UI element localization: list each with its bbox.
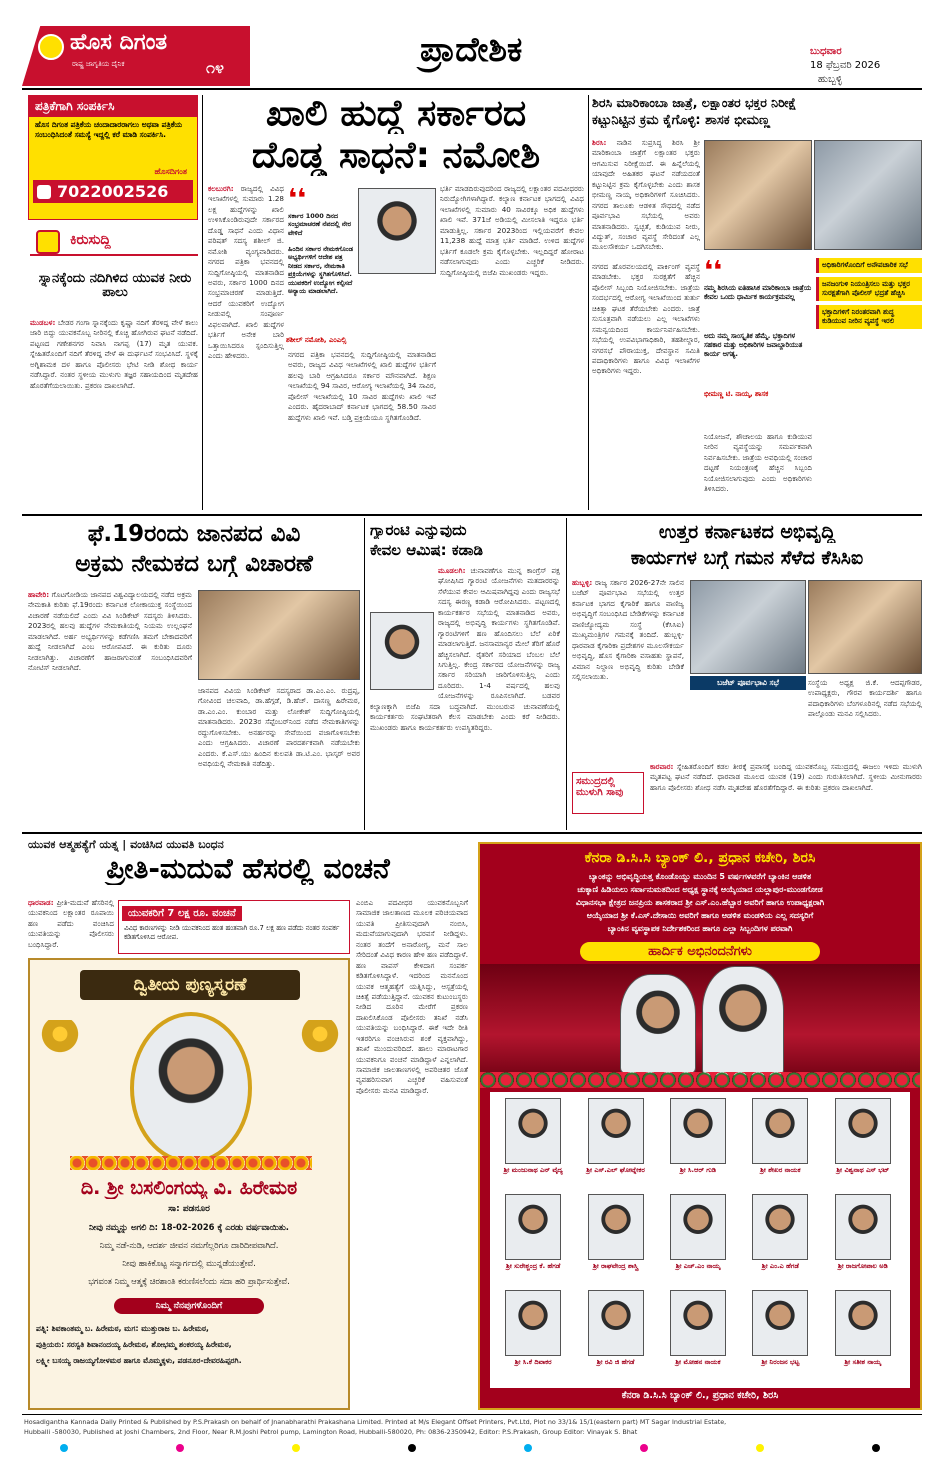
bank-ad-hero-band (480, 964, 920, 1082)
bank-ad-text-1: ಬ್ಯಾಂಕನ್ನು ಅಭಿವೃದ್ಧಿಯತ್ತ ಕೊಂಡೊಯ್ದು ಮುಂದಿನ 5 ವರ್ಷಗಳವರೆಗೆ ಬ್ಯಾಂಕಿನ ಆಡಳಿತ (588, 872, 812, 881)
cmyk-dot-icon (872, 1444, 880, 1452)
brief-tag (30, 228, 198, 256)
bank-member-photo (505, 1098, 561, 1164)
thumbs-icon (36, 230, 60, 254)
crime-body-1: ಪ್ರೀತಿ-ಮದುವೆ ಹೆಸರಿನಲ್ಲಿ ಯುವಕನಿಂದ ಲಕ್ಷಾಂತರ ರೂಪಾಯಿ ಹಣ ಪಡೆದು ವಂಚಿಸಿದ ಯುವತಿಯನ್ನು ಪೊಲೀಸರು ಬಂಧಿಸಿದ್ದಾರೆ. (28, 898, 114, 949)
mid-center-headline-2: ಕೇವಲ ಆಮಿಷ: ಕಡಾಡಿ (370, 542, 483, 559)
bullet-item (816, 258, 922, 273)
obituary-family-2: ಪುತ್ರಿಯರು: ಸರಸ್ವತಿ ಶಿವಾನಂದಯ್ಯ ಹಿರೇಮಠ, ಶೋಭಮ್ಮ ಶಂಕರಯ್ಯ ಹಿರೇಮಠ, (36, 1340, 232, 1349)
masthead (0, 0, 945, 92)
cmyk-dot-icon (292, 1444, 300, 1452)
brief-dateline: ಮುಡಬಳ: (30, 318, 56, 327)
quote-mark-icon-2: ❛❛ (704, 256, 723, 286)
mid-right-sub-headline: ಸಮುದ್ರದಲ್ಲಿ ಮುಳುಗಿ ಸಾವು (576, 776, 624, 798)
cmyk-dot-icon (60, 1444, 68, 1452)
right-top-quote-body: ಅದು ನಮ್ಮ ಸಾಂಸ್ಕೃತಿಕ ಹೆಮ್ಮೆ. ಭಕ್ತಾದಿಗಳ ಸಹಕಾರ ಮತ್ತು ಅಧಿಕಾರಿಗಳ ಜವಾಬ್ದಾರಿಯುತ ಕಾರ್ಯ ಅಗತ್ಯ. (704, 332, 803, 358)
lead-headline-2: ದೊಡ್ಡ ಸಾಧನೆ: ನಮೋಶಿ (251, 136, 541, 176)
bank-ad-text-3: ವಿಧಾನಸಭಾ ಕ್ಷೇತ್ರದ ಜನಪ್ರಿಯ ಶಾಸಕರಾದ ಶ್ರೀ ಎಸ್.ಎಂ.ಹೆಬ್ಬಾರ ಅವರಿಗೆ ಹಾಗೂ ಉಪಾಧ್ಯಕ್ಷರಾಗಿ (575, 898, 825, 907)
obituary-title: ದ್ವಿತೀಯ ಪುಣ್ಯಸ್ಮರಣೆ (80, 970, 300, 1000)
bank-member-card (824, 1098, 902, 1190)
mid-right-sub-headline-box (572, 772, 644, 814)
right-top-body-3: ನಿಯೋಜನೆ, ಶೌಚಾಲಯ ಹಾಗೂ ಕುಡಿಯುವ ನೀರಿನ ವ್ಯವಸ್ಥೆಯನ್ನು ಸಮರ್ಪಕವಾಗಿ ನಿರ್ವಹಿಸಬೇಕು. ಜಾತ್ರೆಯ ಅವಧಿಯಲ್ಲಿ ಸಂಚಾರ ದಟ್ಟಣೆ ನಿಯಂತ್ರಣಕ್ಕೆ ಹೆಚ್ಚಿನ ಸಿಬ್ಬಂದಿ ನಿಯೋಜಿಸಲಾಗುವುದು ಎಂದು ಅಧಿಕಾರಿಗಳು ತಿಳಿಸಿದರು. (704, 432, 812, 494)
cmyk-dot-icon (756, 1444, 764, 1452)
bank-member-photo (588, 1098, 644, 1164)
mid-right-sub-body: ಸ್ನೇಹಿತರೊಂದಿಗೆ ಕಡಲ ತೀರಕ್ಕೆ ಪ್ರವಾಸಕ್ಕೆ ಬಂದಿದ್ದ ಯುವಕನೊಬ್ಬ ಸಮುದ್ರದಲ್ಲಿ ಈಜಲು ಇಳಿದು ಮುಳುಗಿ ಮೃತಪಟ್ಟ ಘಟನೆ ನಡೆದಿದೆ. ಧಾರವಾಡ ಮೂಲದ ಯುವಕ (19) ಎಂದು ಗುರುತಿಸಲಾಗಿದೆ. ಸ್ಥಳೀಯ ಮೀನುಗಾರರು ಹಾಗೂ ಪೊಲೀಸರು ಶೋಧ ನಡೆಸಿ ಮೃತದೇಹ ಹೊರತೆಗೆದಿದ್ದಾರೆ. ಈ ಕುರಿತು ಪ್ರಕರಣ ದಾಖಲಾಗಿದೆ. (650, 762, 922, 792)
right-top-headline-2: ಕಟ್ಟುನಿಟ್ಟಿನ ಕ್ರಮ ಕೈಗೊಳ್ಳಿ: ಶಾಸಕ ಭೀಮಣ್ಣ (592, 114, 771, 128)
contact-phone-row[interactable] (33, 180, 193, 203)
obituary-family-3: ಲಕ್ಷ್ಮೀ ಬಸಯ್ಯ ರಾಜಯ್ಯಗೋಳಮಠ ಹಾಗೂ ಮೊಮ್ಮಕ್ಕಳು, ಪಡನೂರ-ದೇವರಹಿಪ್ಪರಗಿ. (36, 1356, 242, 1365)
bank-member-card (659, 1194, 737, 1286)
lead-col-2 (288, 350, 436, 505)
right-top-body-1: ನಾಡಿನ ಸುಪ್ರಸಿದ್ಧ ಶಿರಸಿ ಶ್ರೀ ಮಾರಿಕಾಂಬಾ ಜಾತ್ರೆಗೆ ಲಕ್ಷಾಂತರ ಭಕ್ತರು ಆಗಮಿಸುವ ನಿರೀಕ್ಷೆಯಿದೆ. ಈ ಹಿನ್ನೆಲೆಯಲ್ಲಿ ಯಾವುದೇ ಅಹಿತಕರ ಘಟನೆ ನಡೆಯದಂತೆ ಕಟ್ಟುನಿಟ್ಟಿನ ಕ್ರಮ ಕೈಗೊಳ್ಳಬೇಕು ಎಂದು ಶಾಸಕ ಭೀಮಣ್ಣ ನಾಯ್ಕ ಅಧಿಕಾರಿಗಳಿಗೆ ಸೂಚಿಸಿದರು. ನಗರದ ತಾಲೂಕು ಆಡಳಿತ ಸೌಧದಲ್ಲಿ ನಡೆದ ಪೂರ್ವಭಾವಿ ಸಭೆಯಲ್ಲಿ ಅವರು ಮಾತನಾಡಿದರು. ಸ್ವಚ್ಛತೆ, ಕುಡಿಯುವ ನೀರು, ವಿದ್ಯುತ್, ಸಂಚಾರ ವ್ಯವಸ್ಥೆ ಸೇರಿದಂತೆ ಎಲ್ಲ ಮೂಲಸೌಕರ್ಯ ಒದಗಿಸಬೇಕು. (592, 138, 700, 252)
bank-member-photo (835, 1290, 891, 1356)
bank-member-name: ಶ್ರೀ ಮೋಹನ ನಾಯಕ (675, 1358, 721, 1366)
contact-ad-title: ಪತ್ರಿಕೆಗಾಗಿ ಸಂಪರ್ಕಿಸಿ (29, 96, 197, 117)
mid-right-body-1: ರಾಜ್ಯ ಸರ್ಕಾರ 2026-27ನೇ ಸಾಲಿನ ಬಜೆಟ್ ಪೂರ್ವಭಾವಿ ಸಭೆಯಲ್ಲಿ ಉತ್ತರ ಕರ್ನಾಟಕ ಭಾಗದ ಕೈಗಾರಿಕೆ ಹಾಗೂ ವಾಣಿಜ್ಯ ಅಭಿವೃದ್ಧಿಗೆ ಸಂಬಂಧಿಸಿದ ಬೇಡಿಕೆಗಳನ್ನು ಕರ್ನಾಟಕ ವಾಣಿಜ್ಯೋದ್ಯಮ ಸಂಸ್ಥೆ (ಕೆಸಿಸಿಐ) ಮುಖ್ಯಮಂತ್ರಿಗಳ ಗಮನಕ್ಕೆ ತಂದಿದೆ. ಹುಬ್ಬಳ್ಳಿ-ಧಾರವಾಡ ಕೈಗಾರಿಕಾ ಪ್ರದೇಶಗಳ ಮೂಲಸೌಕರ್ಯ ಅಭಿವೃದ್ಧಿ, ಹೊಸ ಕೈಗಾರಿಕಾ ವಸಾಹತು ಸ್ಥಾಪನೆ, ವಿಮಾನ ನಿಲ್ದಾಣ ಅಭಿವೃದ್ಧಿ ಕುರಿತು ಬೇಡಿಕೆ ಸಲ್ಲಿಸಲಾಯಿತು. (572, 578, 684, 681)
mid-right-photo-1 (690, 580, 806, 674)
bank-member-name: ಶ್ರೀ ಸಿ.ಕೆ ದಿವಾಕರ (514, 1358, 552, 1366)
bank-member-photo (505, 1194, 561, 1260)
crime-highlight-box (118, 900, 350, 954)
bank-member-name: ಶ್ರೀ ಸುರೇಶ್ಚಂದ್ರ ಕೆ. ಹೆಗಡೆ (506, 1262, 561, 1270)
mid-center-float (370, 566, 438, 692)
crime-col-1 (28, 898, 114, 954)
row-divider-2 (22, 832, 922, 834)
obituary-family-1: ಪತ್ನಿ: ಶಿವಕಾಂತಮ್ಮ ಬ. ಹಿರೇಮಠ, ಮಗ: ಮುತ್ತುರಾಜ ಬ. ಹಿರೇಮಠ, (36, 1324, 209, 1333)
lead-quote-author: ಶಶೀಲ್ ನಮೋಶಿ, ಎಂಎಲ್ಸಿ (286, 336, 347, 344)
bank-ad-footer: ಕೆನರಾ ಡಿ.ಸಿ.ಸಿ ಬ್ಯಾಂಕ್ ಲಿ., ಪ್ರಧಾನ ಕಚೇರಿ, ಶಿರಸಿ (621, 1390, 779, 1401)
bank-member-name: ಶ್ರೀ ಸತೀಶ ನಾಯ್ಕ (844, 1358, 882, 1366)
bank-member-photo (752, 1290, 808, 1356)
mid-right-photo-caption: ಬಜೆಟ್ ಪೂರ್ವಭಾವಿ ಸಭೆ (690, 676, 806, 690)
col-divider-3 (364, 518, 365, 830)
mid-right-col-1 (572, 578, 684, 758)
mid-right-headline-2: ಕಾರ್ಯಗಳ ಬಗ್ಗೆ ಗಮನ ಸೆಳೆದ ಕೆಸಿಸಿಐ (630, 548, 864, 569)
bank-member-photo (835, 1194, 891, 1260)
right-top-quote-box (704, 258, 812, 428)
obituary (28, 958, 350, 1410)
mid-right-body-2: ಸಂಸ್ಥೆಯ ಅಧ್ಯಕ್ಷ ಜಿ.ಕೆ. ಆದಪ್ಪಗೌಡರ, ಉಪಾಧ್ಯಕ್ಷರು, ಗೌರವ ಕಾರ್ಯದರ್ಶಿ ಹಾಗೂ ಪದಾಧಿಕಾರಿಗಳು ಬೆಂಗಳೂರಿನಲ್ಲಿ ನಡೆದ ಸಭೆಯಲ್ಲಿ ಪಾಲ್ಗೊಂಡು ಮನವಿ ಸಲ್ಲಿಸಿದರು. (808, 678, 922, 719)
bullet-item (816, 305, 922, 329)
mid-right-photo-2 (808, 580, 922, 674)
contact-ad-signature: ಹೊಸದಿಗಂತ (154, 167, 187, 176)
bank-member-card (659, 1290, 737, 1382)
col-divider-4 (566, 518, 567, 830)
mid-left-dateline: ಹಾವೇರಿ: (28, 590, 50, 599)
lead-quote-label: ಸರ್ಕಾರ 1000 ದಿನದ ಸಂಭ್ರಮಾಚರಣೆ ನೆಪದಲ್ಲಿ ನೇರ ವೇಳಿದೆ (288, 212, 352, 237)
bank-member-name: ಶ್ರೀ ಮಂಜುನಾಥ ಎನ್ ವೈದ್ಯ (503, 1166, 563, 1174)
brief-text: ಬೇಡರ ಗಂಗಾ ಸ್ನಾನಕ್ಕೆಂದು ಕೃಷ್ಣಾ ನದಿಗೆ ತೆರಳಿದ್ದ ವೇಳೆ ಕಾಲು ಜಾರಿ ಬಿದ್ದು ಯುವಕನೊಬ್ಬ ನೀರಿನಲ್ಲಿ ಕೊಚ್ಚಿ ಹೋಗಿರುವ ಘಟನೆ ನಡೆದಿದೆ. ಪಟ್ಟಣದ ಗಣೇಶನಗರ ನಿವಾಸಿ ನಾಗಪ್ಪ (17) ಮೃತ ಯುವಕ. ಸ್ನೇಹಿತರೊಂದಿಗೆ ನದಿಗೆ ತೆರಳಿದ್ದ ವೇಳೆ ಈ ದುರ್ಘಟನೆ ಸಂಭವಿಸಿದೆ. ಸ್ಥಳಕ್ಕೆ ಅಗ್ನಿಶಾಮಕ ದಳ ಹಾಗೂ ಪೊಲೀಸರು ಭೇಟಿ ನೀಡಿ ಶೋಧ ಕಾರ್ಯ ನಡೆಸಿದ್ದಾರೆ. ನಂತರ ಸ್ಥಳೀಯ ಮುಳುಗು ತಜ್ಞರ ಸಹಾಯದಿಂದ ಮೃತದೇಹ ಹೊರತೆಗೆಯಲಾಯಿತು. ಪ್ರಕರಣ ದಾಖಲಾಗಿದೆ. (30, 318, 198, 390)
brief-tag-label: ಕಿರುಸುದ್ದಿ (70, 232, 111, 248)
quote-mark-icon: ❛❛ (288, 184, 307, 214)
bank-member-photo (670, 1098, 726, 1164)
mid-left-photo (198, 590, 360, 680)
contact-ad-body: ಹೊಸ ದಿಗಂತ ಪತ್ರಿಕೆಯ ಚಂದಾದಾರರಾಗಲು ಅಥವಾ ಪತ್ರಿಕೆಯ ಸಂಬಂಧಿಸಿದಂತೆ ಸಮಸ್ಯೆ ಇದ್ದಲ್ಲಿ ಕರೆ ಮಾಡಿ ಸಂಪರ್ಕಿಸಿ. (35, 120, 183, 140)
bank-member-photo (670, 1290, 726, 1356)
lead-col-1 (208, 184, 284, 504)
bank-member-name: ಶ್ರೀ ನಿರಂಜನ ಭಟ್ಟ (761, 1358, 800, 1366)
mid-center-body (370, 566, 560, 822)
flower-garland-icon (70, 1156, 312, 1170)
right-top-col-3 (704, 432, 812, 507)
brief-headline: ಸ್ನಾನಕ್ಕೆಂದು ನದಿಗಿಳಿದ ಯುವಕ ನೀರು ಪಾಲು (38, 272, 192, 301)
imprint-rule (22, 1414, 922, 1415)
mid-right-headline-1: ಉತ್ತರ ಕರ್ನಾಟಕದ ಅಭಿವೃದ್ಧಿ (658, 522, 836, 543)
right-top-dateline: ಶಿರಸಿ: (592, 138, 607, 147)
lead-quote-box (288, 186, 354, 336)
contact-phone[interactable]: 7022002526 (57, 182, 169, 201)
right-top-quote-author: ಭೀಮಣ್ಣ ಟಿ. ನಾಯ್ಕ, ಶಾಸಕ (704, 390, 769, 398)
bank-member-card (576, 1194, 654, 1286)
right-top-photo-1 (704, 140, 812, 250)
crime-body-2: ಎಂಬಿಎ ಪದವೀಧರ ಯುವಕನೊಬ್ಬನಿಗೆ ಸಾಮಾಜಿಕ ಜಾಲತಾಣದ ಮೂಲಕ ಪರಿಚಯವಾದ ಯುವತಿ ಪ್ರೀತಿಸುವುದಾಗಿ ನಂಬಿಸಿ, ಮದುವೆಯಾಗುವುದಾಗಿ ಭರವಸೆ ನೀಡಿದ್ದಳು. ನಂತರ ತಂದೆಗೆ ಅನಾರೋಗ್ಯ, ಮನೆ ಸಾಲ ಸೇರಿದಂತೆ ವಿವಿಧ ಕಾರಣ ಹೇಳಿ ಹಣ ಪಡೆದಿದ್ದಾಳೆ. ಹಣ ವಾಪಸ್ ಕೇಳಿದಾಗ ಸಂಪರ್ಕ ಕಡಿತಗೊಳಿಸಿದ್ದಾಳೆ. ಇದರಿಂದ ಮನನೊಂದ ಯುವಕ ಆತ್ಮಹತ್ಯೆಗೆ ಯತ್ನಿಸಿದ್ದು, ಆಸ್ಪತ್ರೆಯಲ್ಲಿ ಚಿಕಿತ್ಸೆ ಪಡೆಯುತ್ತಿದ್ದಾನೆ. ಯುವಕನ ಕುಟುಂಬಸ್ಥರು ನೀಡಿದ ದೂರಿನ ಮೇರೆಗೆ ಪ್ರಕರಣ ದಾಖಲಿಸಿಕೊಂಡ ಪೊಲೀಸರು ತನಿಖೆ ನಡೆಸಿ ಯುವತಿಯನ್ನು ಬಂಧಿಸಿದ್ದಾರೆ. ಈಕೆ ಇದೇ ರೀತಿ ಇತರರಿಗೂ ವಂಚಿಸಿರುವ ಶಂಕೆ ವ್ಯಕ್ತವಾಗಿದ್ದು, ತನಿಖೆ ಮುಂದುವರಿದಿದೆ. ಹಾಲು ಮಾರಾಟಗಾರ ಯುವಕನಿಗೂ ವಂಚನೆ ಮಾಡಿದ್ದಾಳೆ ಎನ್ನಲಾಗಿದೆ. ಸಾಮಾಜಿಕ ಜಾಲತಾಣಗಳಲ್ಲಿ ಅಪರಿಚಿತರ ಜೊತೆ ವ್ಯವಹರಿಸುವಾಗ ಎಚ್ಚರಿಕೆ ವಹಿಸುವಂತೆ ಪೊಲೀಸರು ಮನವಿ ಮಾಡಿದ್ದಾರೆ. (356, 898, 468, 1095)
bank-ad-title: ಕೆನರಾ ಡಿ.ಸಿ.ಸಿ ಬ್ಯಾಂಕ್ ಲಿ., ಪ್ರಧಾನ ಕಚೇರಿ, ಶಿರಸಿ (584, 850, 816, 866)
mid-left-headline-2: ಅಕ್ರಮ ನೇಮಕದ ಬಗ್ಗೆ ವಿಚಾರಣೆ (75, 552, 313, 577)
mid-right-sub-body-wrap (650, 762, 922, 828)
bank-member-card (494, 1290, 572, 1382)
bank-member-name: ಶ್ರೀ ವಿಶ್ವನಾಥ ಎಸ್ ಭಟ್ (836, 1166, 890, 1174)
bank-member-card (741, 1098, 819, 1190)
lead-headline-1: ಖಾಲಿ ಹುದ್ದೆ ಸರ್ಕಾರದ (265, 94, 527, 134)
section-title: ಪ್ರಾದೇಶಿಕ (420, 30, 523, 70)
bank-member-photo (588, 1194, 644, 1260)
mid-right-col-2 (808, 678, 922, 758)
bank-member-photo (505, 1290, 561, 1356)
mid-right-sub-story (572, 762, 922, 828)
bank-member-photo (835, 1098, 891, 1164)
contact-ad (28, 95, 198, 220)
lamp-icon-left (40, 1020, 80, 1090)
mid-left-col-2 (198, 686, 360, 822)
issue-city: ಹುಬ್ಬಳ್ಳಿ (818, 74, 843, 85)
bank-member-name: ಶ್ರೀ ಎಚ್.ಎಂ ನಾಯ್ಕ (675, 1262, 721, 1270)
issue-day: ಬುಧವಾರ (810, 46, 842, 57)
lead-body-3: ಭರ್ತಿ ಮಾಡದಿರುವುದರಿಂದ ರಾಜ್ಯದಲ್ಲಿ ಲಕ್ಷಾಂತರ ಪದವೀಧರರು ನಿರುದ್ಯೋಗಿಗಳಾಗಿದ್ದಾರೆ. ಕಲ್ಯಾಣ ಕರ್ನಾಟಕ ಭಾಗದಲ್ಲಿ ವಿವಿಧ ಇಲಾಖೆಗಳಲ್ಲಿ ಸುಮಾರು 40 ಸಾವಿರಕ್ಕೂ ಅಧಿಕ ಹುದ್ದೆಗಳು ಖಾಲಿ ಇವೆ. 371ಜೆ ಅಡಿಯಲ್ಲಿ ಮೀಸಲಾತಿ ಇದ್ದರೂ ಭರ್ತಿ ಮಾಡುತ್ತಿಲ್ಲ. ಸರ್ಕಾರ 2023ರಿಂದ ಇಲ್ಲಿಯವರೆಗೆ ಕೇವಲ 11,238 ಹುದ್ದೆ ಮಾತ್ರ ಭರ್ತಿ ಮಾಡಿದೆ. ಉಳಿದ ಹುದ್ದೆಗಳ ಭರ್ತಿಗೆ ಕೂಡಲೇ ಕ್ರಮ ಕೈಗೊಳ್ಳಬೇಕು. ಇಲ್ಲದಿದ್ದರೆ ಹೋರಾಟ ನಡೆಸಲಾಗುವುದು ಎಂದು ಎಚ್ಚರಿಕೆ ನೀಡಿದರು. ಸುದ್ದಿಗೋಷ್ಠಿಯಲ್ಲಿ ಬಿಜೆಪಿ ಮುಖಂಡರು ಇದ್ದರು. (440, 184, 584, 277)
bank-ad-text-5: ಬ್ಯಾಂಕಿನ ವ್ಯವಸ್ಥಾಪಕ ನಿರ್ದೇಶಕರಿಂದ ಹಾಗೂ ಎಲ್ಲಾ ಸಿಬ್ಬಂದಿಗಳ ಪರವಾಗಿ (607, 924, 793, 933)
bank-member-card (659, 1098, 737, 1190)
bank-member-name: ಶ್ರೀ ರಾಘವೇಂದ್ರ ಶಾಸ್ತ್ರಿ (592, 1262, 639, 1270)
bullet-text: ಅಧಿಕಾರಿಗಳೊಂದಿಗೆ ಅನೌಪಚಾರಿಕ ಸಭೆ (822, 261, 908, 269)
phone-icon (37, 185, 51, 199)
obituary-portrait (130, 1012, 252, 1164)
obituary-bar: ನಿಮ್ಮ ನೆನಪುಗಳೊಂದಿಗೆ (114, 1298, 264, 1314)
page-number: ೧೪ (206, 58, 224, 77)
logo-tagline: ರಾಷ್ಟ್ರ ಜಾಗೃತಿಯ ದೈನಿಕ (72, 60, 125, 68)
crime-box-body: ವಿವಿಧ ಕಾರಣಗಳನ್ನು ನೀಡಿ ಯುವಕನಿಂದ ಹಂತ ಹಂತವಾಗಿ ರೂ.7 ಲಕ್ಷ ಹಣ ಪಡೆದು ನಂತರ ಸಂಪರ್ಕ ಕಡಿತಗೊಳಿಸಿದ ಆರೋಪ. (124, 924, 340, 942)
mid-right-dateline: ಹುಬ್ಬಳ್ಳಿ: (572, 578, 593, 587)
cmyk-dot-icon (408, 1444, 416, 1452)
lead-col-3 (440, 184, 584, 504)
lead-quote-body: ಹಿಂದಿನ ಸರ್ಕಾರ ನೇಮಕಗೊಂಡ ಅಭ್ಯರ್ಥಿಗಳಿಗೆ ಆದೇಶ ಪತ್ರ ನೀಡದ ಸರ್ಕಾರ, ನೇಮಕಾತಿ ಪ್ರಕ್ರಿಯೆಗಳನ್ನು ಸ್ಥಗಿತಗೊಳಿಸಿದೆ. ಯುವಕರಿಗೆ ಉದ್ಯೋಗ ಕಲ್ಪಿಸದೆ ಅನ್ಯಾಯ ಮಾಡಲಾಗಿದೆ. (288, 245, 353, 296)
cmyk-dot-icon (640, 1444, 648, 1452)
obituary-line-1: ನೀವು ನಮ್ಮನ್ನು ಅಗಲಿ ದಿ: 18-02-2026 ಕ್ಕೆ ಎರಡು ವರ್ಷವಾಯಿತು. (89, 1222, 289, 1232)
mid-left-col-1 (28, 590, 192, 822)
obituary-place: ಸಾ: ಪಡನೂರ (168, 1204, 210, 1214)
obituary-line-2: ನಿಮ್ಮ ನಡೆ-ನುಡಿ, ಆದರ್ಶ ಜೀವನ ನಮಗೆಲ್ಲರಿಗೂ ದಾರಿದೀಪವಾಗಿದೆ. (99, 1240, 279, 1250)
bank-members-grid (494, 1098, 906, 1386)
mid-left-headline-1: ಫೆ.19ರಂದು ಜಾನಪದ ವಿವಿ (87, 522, 301, 547)
bank-ad-greeting: ಹಾರ್ದಿಕ ಅಭಿನಂದನೆಗಳು (580, 942, 820, 961)
flower-border-icon (480, 1072, 920, 1088)
logo-emblem-icon (38, 34, 64, 60)
right-top-bullets (816, 258, 922, 329)
bank-member-card (494, 1194, 572, 1286)
crime-kicker: ಯುವಕ ಆತ್ಮಹತ್ಯೆಗೆ ಯತ್ನ | ವಂಚಿಸಿದ ಯುವತಿ ಬಂಧನ (28, 838, 224, 851)
bank-member-photo (752, 1194, 808, 1260)
col-divider-1 (202, 95, 203, 510)
bank-member-card (741, 1194, 819, 1286)
cmyk-dot-icon (524, 1444, 532, 1452)
issue-date: 18 ಫೆಬ್ರವರಿ 2026 (810, 60, 881, 71)
crime-dateline: ಧಾರವಾಡ: (28, 898, 54, 907)
bank-member-name: ಶ್ರೀ ಸಿ.ಆರ್ ಗುಡಿ (679, 1166, 717, 1174)
bullet-item (816, 277, 922, 301)
bank-member-card (494, 1098, 572, 1190)
bank-ad (478, 842, 922, 1410)
bank-ad-text-2: ಚುಕ್ಕಾಣಿ ಹಿಡಿಯಲು ಸರ್ವಾನುಮತದಿಂದ ಅಧ್ಯಕ್ಷ ಸ್ಥಾನಕ್ಕೆ ಆಯ್ಕೆಯಾದ ಯಲ್ಲಾಪುರ-ಮುಂಡಗೋಡ (577, 885, 823, 894)
lead-body-1: ರಾಜ್ಯದಲ್ಲಿ ವಿವಿಧ ಇಲಾಖೆಗಳಲ್ಲಿ ಸುಮಾರು 1.28 ಲಕ್ಷ ಹುದ್ದೆಗಳನ್ನು ಖಾಲಿ ಉಳಿಸಿಕೊಂಡಿರುವುದೇ ಸರ್ಕಾರದ ದೊಡ್ಡ ಸಾಧನೆ ಎಂದು ವಿಧಾನ ಪರಿಷತ್ ಸದಸ್ಯ ಶಶೀಲ್ ಜಿ. ನಮೋಶಿ ವ್ಯಂಗ್ಯವಾಡಿದರು. ನಗರದ ಪತ್ರಿಕಾ ಭವನದಲ್ಲಿ ಸುದ್ದಿಗೋಷ್ಠಿಯಲ್ಲಿ ಮಾತನಾಡಿದ ಅವರು, ಸರ್ಕಾರ 1000 ದಿನದ ಸಂಭ್ರಮಾಚರಣೆ ಮಾಡುತ್ತಿದೆ. ಆದರೆ ಯುವಕರಿಗೆ ಉದ್ಯೋಗ ನೀಡುವಲ್ಲಿ ಸಂಪೂರ್ಣ ವಿಫಲವಾಗಿದೆ. ಖಾಲಿ ಹುದ್ದೆಗಳ ಭರ್ತಿಗೆ ಅನೇಕ ಬಾರಿ ಒತ್ತಾಯಿಸಿದರೂ ಸ್ಪಂದಿಸುತ್ತಿಲ್ಲ ಎಂದು ಹೇಳಿದರು. (208, 184, 284, 360)
bank-member-name: ಶ್ರೀ ಎಂ.ಎ ಹೆಗಡೆ (761, 1262, 799, 1270)
bank-member-name: ಶ್ರೀ ರವಿ ಜಿ ಹೆಗಡೆ (596, 1358, 635, 1366)
lamp-icon-right (300, 1020, 340, 1090)
bullet-text: ಜನಜಂಗುಳಿ ನಿಯಂತ್ರಿಸಲು ಮತ್ತು ಭಕ್ತರ ಸುರಕ್ಷತೆಗಾಗಿ ಪೊಲೀಸ್ ಭದ್ರತೆ ಹೆಚ್ಚಿಸಿ (822, 280, 910, 298)
crime-box-title: ಯುವಕರಿಗೆ 7 ಲಕ್ಷ ರೂ. ವಂಚನೆ (122, 906, 242, 921)
right-top-quote-label: ನಮ್ಮ ಶಿರಸಿಯ ಐತಿಹಾಸಿಕ ಮಾರಿಕಾಂಬಾ ಜಾತ್ರೆಯ ಕೇವಲ ಒಂದು ಧಾರ್ಮಿಕ ಕಾರ್ಯಕ್ರಮವಲ್ಲ (704, 284, 811, 301)
mid-center-text: ಚುನಾವಣೆಗೂ ಮುನ್ನ ಕಾಂಗ್ರೆಸ್ ಪಕ್ಷ ಘೋಷಿಸಿದ ಗ್ಯಾರಂಟಿ ಯೋಜನೆಗಳು ಮತದಾರರನ್ನು ಸೆಳೆಯುವ ಕೇವಲ ಆಮಿಷವಾಗಿದ್ದವು ಎಂದು ರಾಜ್ಯಸಭೆ ಸದಸ್ಯ ಈರಣ್ಣ ಕಡಾಡಿ ಆರೋಪಿಸಿದರು. ಪಟ್ಟಣದಲ್ಲಿ ಕಾರ್ಯಕರ್ತರ ಸಭೆಯಲ್ಲಿ ಮಾತನಾಡಿದ ಅವರು, ರಾಜ್ಯದಲ್ಲಿ ಅಭಿವೃದ್ಧಿ ಕಾರ್ಯಗಳು ಸ್ಥಗಿತಗೊಂಡಿವೆ. ಗ್ಯಾರಂಟಿಗಳಿಗೆ ಹಣ ಹೊಂದಿಸಲು ಬೆಲೆ ಏರಿಕೆ ಮಾಡಲಾಗುತ್ತಿದೆ. ಜನಸಾಮಾನ್ಯರ ಮೇಲೆ ತೆರಿಗೆ ಹೊರೆ ಹೆಚ್ಚಿಸಲಾಗಿದೆ. ರೈತರಿಗೆ ಸರಿಯಾದ ಬೆಂಬಲ ಬೆಲೆ ಸಿಗುತ್ತಿಲ್ಲ. ಕೇಂದ್ರ ಸರ್ಕಾರದ ಯೋಜನೆಗಳನ್ನು ರಾಜ್ಯ ಸರ್ಕಾರ ಸರಿಯಾಗಿ ಜಾರಿಗೊಳಿಸುತ್ತಿಲ್ಲ ಎಂದು ದೂರಿದರು. 1-4 ವರ್ಷದಲ್ಲಿ ಹಲವು ಯೋಜನೆಗಳನ್ನು ರೂಪಿಸಲಾಗಿದೆ. ಬಡವರ ಕಲ್ಯಾಣಕ್ಕಾಗಿ ಬಿಜೆಪಿ ಸದಾ ಬದ್ಧವಾಗಿದೆ. ಮುಂಬರುವ ಚುನಾವಣೆಯಲ್ಲಿ ಕಾರ್ಯಕರ್ತರು ಸಂಘಟಿತರಾಗಿ ಕೆಲಸ ಮಾಡಬೇಕು ಎಂದು ಕರೆ ನೀಡಿದರು. ಮುಖಂಡರು ಹಾಗೂ ಕಾರ್ಯಕರ್ತರು ಉಪಸ್ಥಿತರಿದ್ದರು. (370, 566, 560, 732)
bank-member-card (741, 1290, 819, 1382)
bank-vice-president-portrait (702, 966, 784, 1076)
mid-center-headline-1: ಗ್ಯಾರಂಟಿ ಎನ್ನುವುದು (370, 522, 467, 539)
cmyk-dot-icon (176, 1444, 184, 1452)
obituary-line-4: ಭಗವಂತ ನಿಮ್ಮ ಆತ್ಮಕ್ಕೆ ಚಿರಶಾಂತಿ ಕರುಣಿಸಲೆಂದು ಸದಾ ಹರಿ ಪ್ರಾರ್ಥಿಸುತ್ತೇವೆ. (88, 1276, 290, 1286)
bank-member-name: ಶ್ರೀ ಶೇಖರ ನಾಯಕ (760, 1166, 801, 1174)
lead-portrait (358, 188, 436, 274)
bank-ad-text-4: ಆಯ್ಕೆಯಾದ ಶ್ರೀ ಕೆ.ಎಸ್.ದೇಸಾಯಿ ಅವರಿಗೆ ಹಾಗೂ ಆಡಳಿತ ಮಂಡಳಿಯ ಎಲ್ಲ ಸದಸ್ಯರಿಗೆ (586, 911, 814, 920)
bank-member-card (576, 1098, 654, 1190)
bank-member-card (576, 1290, 654, 1382)
mid-right-sub-dateline: ಕಾರವಾರ: (650, 762, 674, 771)
mid-left-body-1: ಗೊಟಗೋಡಿಯ ಜಾನಪದ ವಿಶ್ವವಿದ್ಯಾಲಯದಲ್ಲಿ ನಡೆದ ಅಕ್ರಮ ನೇಮಕಾತಿ ಕುರಿತು ಫೆ.19ರಂದು ಕರ್ನಾಟಕ ಲೋಕಾಯುಕ್ತ ಸಂಸ್ಥೆಯಿಂದ ವಿಚಾರಣೆ ನಡೆಯಲಿದೆ ಎಂದು ವಿವಿ ಸಿಂಡಿಕೇಟ್ ಸದಸ್ಯರು ತಿಳಿಸಿದರು. 2023ರಲ್ಲಿ ಹಲವು ಹುದ್ದೆಗಳ ನೇಮಕಾತಿಯಲ್ಲಿ ನಿಯಮ ಉಲ್ಲಂಘನೆ ಮಾಡಲಾಗಿದೆ. ಅರ್ಹ ಅಭ್ಯರ್ಥಿಗಳನ್ನು ಕಡೆಗಣಿಸಿ ತಮಗೆ ಬೇಕಾದವರಿಗೆ ಹುದ್ದೆ ನೀಡಲಾಗಿದೆ ಎಂಬ ಆರೋಪವಿದೆ. ಈ ಕುರಿತು ದೂರು ನೀಡಲಾಗಿತ್ತು. ವಿಚಾರಣೆಗೆ ಹಾಜರಾಗುವಂತೆ ಸಂಬಂಧಿಸಿದವರಿಗೆ ನೋಟಿಸ್ ನೀಡಲಾಗಿದೆ. (28, 590, 192, 673)
imprint-line-2: Hubballi -580030, Published at Joshi Chambers, 2nd Floor, Near R.M.Joshi Petrol pump, Lamington Road, Hubballi-580020, Ph: 0836-2350942, Editor: P.S.Prakash, Group Editor: Vinayak S. Bhat (24, 1428, 638, 1436)
bank-member-name: ಶ್ರೀ ರಾಜಗೋಪಾಲ ಅಡಿ (837, 1262, 888, 1270)
lead-dateline: ಕಲಬುರಗಿ: (208, 184, 234, 193)
registration-marks (60, 1444, 880, 1452)
col-divider-2 (588, 95, 589, 510)
bank-member-photo (588, 1290, 644, 1356)
bank-member-card (824, 1290, 902, 1382)
bank-member-photo (670, 1194, 726, 1260)
imprint-line-1: Hosadigantha Kannada Daily Printed & Published by P.S.Prakash on behalf of Jnanabharathi Prakashana Limited. Printed at M/s Elegant Offset Printers, Pvt.Ltd, Plot no 33/1& 15/1(eastern part) MT Sagar Industrial Estate, (24, 1418, 727, 1426)
bank-member-photo (752, 1098, 808, 1164)
obituary-name: ದಿ. ಶ್ರೀ ಬಸಲಿಂಗಯ್ಯ ವಿ. ಹಿರೇಮಠ (80, 1178, 298, 1199)
right-top-col-1 (592, 138, 700, 260)
row-divider-1 (22, 514, 922, 516)
crime-headline: ಪ್ರೀತಿ-ಮದುವೆ ಹೆಸರಲ್ಲಿ ವಂಚನೆ (106, 854, 390, 885)
right-top-body-2: ನಗರದ ಹೊರವಲಯದಲ್ಲಿ ಪಾರ್ಕಿಂಗ್ ವ್ಯವಸ್ಥೆ ಮಾಡಬೇಕು. ಭಕ್ತರ ಸುರಕ್ಷತೆಗೆ ಹೆಚ್ಚಿನ ಪೊಲೀಸ್ ಸಿಬ್ಬಂದಿ ನಿಯೋಜಿಸಬೇಕು. ಜಾತ್ರೆಯ ಸಂದರ್ಭದಲ್ಲಿ ಆರೋಗ್ಯ ಇಲಾಖೆಯಿಂದ ತುರ್ತು ಚಿಕಿತ್ಸಾ ಘಟಕ ತೆರೆಯಬೇಕು ಎಂದರು. ಜಾತ್ರೆ ಸುಸೂತ್ರವಾಗಿ ನಡೆಯಲು ಎಲ್ಲ ಇಲಾಖೆಗಳು ಸಮನ್ವಯದಿಂದ ಕಾರ್ಯನಿರ್ವಹಿಸಬೇಕು. ಸಭೆಯಲ್ಲಿ ಉಪವಿಭಾಗಾಧಿಕಾರಿ, ತಹಶೀಲ್ದಾರ, ನಗರಸಭೆ ಪೌರಾಯುಕ್ತ, ದೇವಸ್ಥಾನ ಸಮಿತಿ ಪದಾಧಿಕಾರಿಗಳು ಹಾಗೂ ವಿವಿಧ ಇಲಾಖೆಗಳ ಅಧಿಕಾರಿಗಳು ಇದ್ದರು. (592, 262, 700, 376)
bullet-text: ಭಕ್ತಾದಿಗಳಿಗೆ ನಿರಂತರವಾಗಿ ಶುದ್ಧ ಕುಡಿಯುವ ನೀರಿನ ವ್ಯವಸ್ಥೆ ಇರಲಿ (822, 308, 895, 326)
crime-col-2 (356, 898, 468, 1410)
masthead-rule (22, 88, 922, 90)
right-top-photo-2 (814, 140, 922, 250)
lead-body-2: ನಗರದ ಪತ್ರಿಕಾ ಭವನದಲ್ಲಿ ಸುದ್ದಿಗೋಷ್ಠಿಯಲ್ಲಿ ಮಾತನಾಡಿದ ಅವರು, ರಾಜ್ಯದ ವಿವಿಧ ಇಲಾಖೆಗಳಲ್ಲಿ ಖಾಲಿ ಹುದ್ದೆಗಳ ಭರ್ತಿಗೆ ಹಲವು ಬಾರಿ ಆಗ್ರಹಿಸಿದರೂ ಸರ್ಕಾರ ಮೌನವಾಗಿದೆ. ಶಿಕ್ಷಣ ಇಲಾಖೆಯಲ್ಲಿ 94 ಸಾವಿರ, ಆರೋಗ್ಯ ಇಲಾಖೆಯಲ್ಲಿ 34 ಸಾವಿರ, ಪೊಲೀಸ್ ಇಲಾಖೆಯಲ್ಲಿ 10 ಸಾವಿರ ಹುದ್ದೆಗಳು ಖಾಲಿ ಇವೆ ಎಂದರು. ಹೈದರಾಬಾದ್ ಕರ್ನಾಟಕ ಭಾಗದಲ್ಲಿ 58.50 ಸಾವಿರ ಹುದ್ದೆಗಳು ಖಾಲಿ ಇವೆ. ಬಡ್ತಿ ಪ್ರಕ್ರಿಯೆಯೂ ಸ್ಥಗಿತಗೊಂಡಿದೆ. (288, 350, 436, 422)
right-top-headline-1: ಶಿರಸಿ ಮಾರಿಕಾಂಬಾ ಜಾತ್ರೆ, ಲಕ್ಷಾಂತರ ಭಕ್ತರ ನಿರೀಕ್ಷೆ (592, 96, 797, 110)
bank-president-portrait (620, 974, 696, 1074)
logo-text: ಹೊಸ ದಿಗಂತ (70, 30, 168, 55)
right-top-col-2 (592, 262, 700, 507)
bank-member-card (824, 1194, 902, 1286)
mid-center-dateline: ಮೂಡಲಗಿ: (438, 566, 466, 575)
bank-member-name: ಶ್ರೀ ಎಸ್.ಎಲ್ ಘೋಟ್ನೇಕರ (586, 1166, 645, 1174)
mid-left-body-2: ಜಾನಪದ ವಿವಿಯ ಸಿಂಡಿಕೇಟ್ ಸದಸ್ಯರಾದ ಡಾ.ಎಂ.ಎಂ. ರುದ್ರಪ್ಪ, ಗೋವಿಂದ ಚಲವಾದಿ, ಡಾ.ಹೆಗ್ಗಡೆ, ಡಿ.ಹೆಚ್. ದಾಸಣ್ಣ ಹಿರೇಮಠ, ಡಾ.ಎಂ.ಎಂ. ಕುಂಬಾರ ಮತ್ತು ಲೋಕೇಶ್ ಸುದ್ದಿಗೋಷ್ಠಿಯಲ್ಲಿ ಮಾತನಾಡಿದರು. 2023ರ ಸೆಪ್ಟೆಂಬರ್‌ನಿಂದ ನಡೆದ ನೇಮಕಾತಿಗಳನ್ನು ರದ್ದುಗೊಳಿಸಬೇಕು. ಅನರ್ಹರನ್ನು ಸೇವೆಯಿಂದ ವಜಾಗೊಳಿಸಬೇಕು ಎಂದು ಆಗ್ರಹಿಸಿದರು. ವಿಚಾರಣೆ ಪಾರದರ್ಶಕವಾಗಿ ನಡೆಯಬೇಕು ಎಂದರು. ಕೆ.ಎಸ್.ಯು ಹಿಂದಿನ ಕುಲಪತಿ ಡಾ.ಟಿ.ಎಂ. ಭಾಸ್ಕರ್ ಅವರ ಅವಧಿಯಲ್ಲಿ ನೇಮಕಾತಿ ನಡೆದಿತ್ತು. (198, 686, 360, 769)
brief-body (30, 318, 198, 498)
obituary-line-3: ನೀವು ಹಾಕಿಕೊಟ್ಟ ಸನ್ಮಾರ್ಗದಲ್ಲಿ ಮುನ್ನಡೆಯುತ್ತೇವೆ. (122, 1258, 256, 1268)
